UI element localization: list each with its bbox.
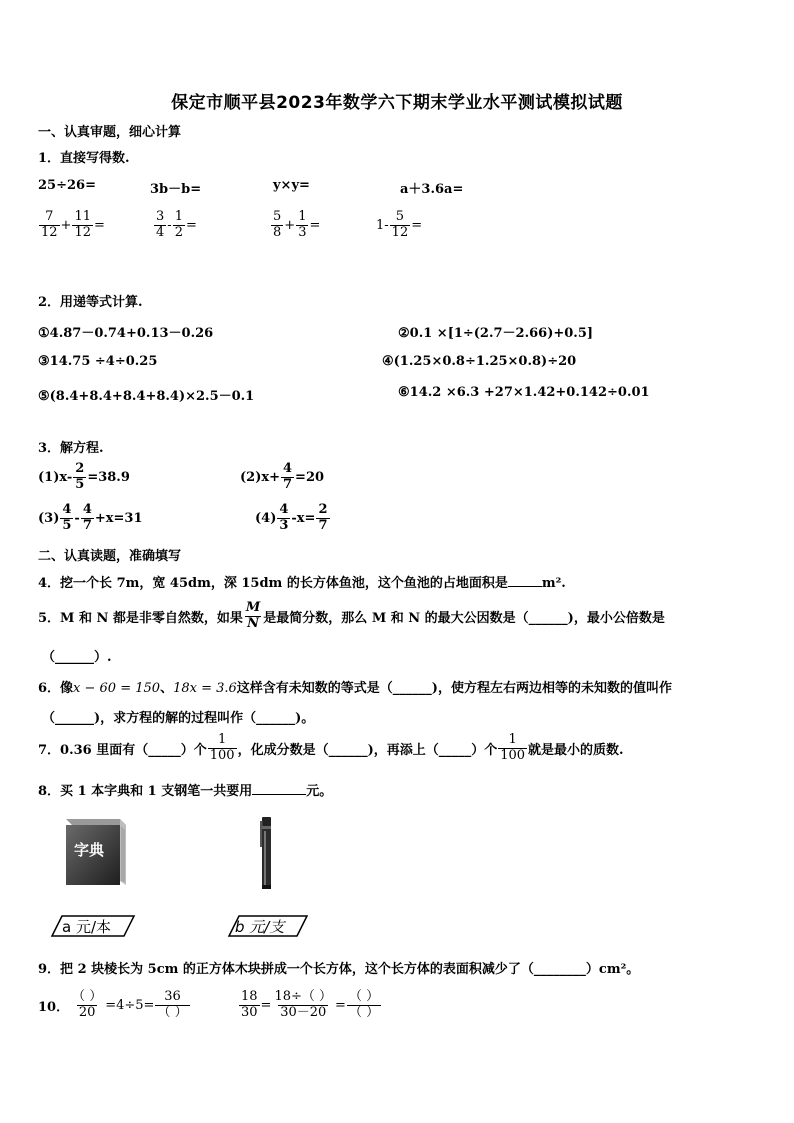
q1-item-8: 1- $\frac{5}{12}$ =: [376, 209, 423, 240]
q1-item-5: $\frac{7}{12}$ + $\frac{11}{12}$ =: [41, 209, 105, 240]
question-5: 5．M 和 N 都是非零自然数，如果 $\frac{M}{N}$ 是最简分数，那么 M 和 N 的最大公因数是（______)，最小公倍数是: [38, 600, 665, 631]
question-8: 8．买 1 本字典和 1 支钢笔一共要用 元。: [38, 784, 333, 799]
page-title: 保定市顺平县2023年数学六下期末学业水平测试模拟试题: [171, 93, 623, 113]
question-3-label: 3．解方程.: [38, 441, 104, 456]
q2-item-1: ①4.87－0.74+0.13－0.26: [38, 326, 214, 341]
q1-item-6: $\frac{3}{4}$ - $\frac{1}{2}$ =: [156, 209, 197, 240]
question-9: 9．把 2 块棱长为 5cm 的正方体木块拼成一个长方体，这个长方体的表面积减少了（________）cm²。: [38, 962, 640, 977]
q1-item-7: $\frac{5}{8}$ + $\frac{1}{3}$ =: [273, 209, 321, 240]
question-6: 6．像x − 60 = 150、18x = 3.6这样含有未知数的等式是（______)，使方程左右两边相等的未知数的值叫作: [38, 681, 672, 696]
price-tag-dictionary: a 元/本: [48, 915, 138, 935]
q3-equation-1: (1)x- $\frac{2}{5}$ =38.9: [38, 461, 130, 492]
q2-item-2: ②0.1 ×[1÷(2.7－2.66)+0.5]: [398, 326, 594, 341]
section-heading-2: 二、认真读题，准确填写: [38, 549, 182, 564]
answer-blank[interactable]: [508, 586, 542, 587]
question-5-line-2: （______）.: [42, 650, 112, 665]
answer-blank[interactable]: [252, 794, 306, 795]
q3-equation-4: (4) $\frac{4}{3}$ -x= $\frac{2}{7}$: [255, 502, 328, 533]
q1-item-2: 3b－b=: [150, 182, 202, 197]
question-4: 4．挖一个长 7m，宽 45dm，深 15dm 的长方体鱼池，这个鱼池的占地面积是 m².: [38, 576, 566, 591]
q3-equation-2: (2)x+ $\frac{4}{7}$ =20: [240, 461, 325, 492]
q2-item-3: ③14.75 ÷4÷0.25: [38, 354, 158, 369]
q2-item-6: ⑥14.2 ×6.3 +27×1.42+0.142÷0.01: [398, 385, 650, 400]
pen-image: [256, 815, 276, 891]
section-heading-1: 一、认真审题，细心计算: [38, 125, 182, 140]
question-1-label: 1．直接写得数.: [38, 151, 130, 166]
question-6-line-2: （______)，求方程的解的过程叫作（______)。: [42, 711, 315, 726]
question-7: 7．0.36 里面有（_____）个 $\frac{1}{100}$ ，化成分数是（______)，再添上（_____）个 $\frac{1}{100}$ 就是最小的质数.: [38, 732, 624, 763]
q2-item-5: ⑤(8.4+8.4+8.4+8.4)×2.5－0.1: [38, 389, 255, 404]
q1-item-3: y×y=: [273, 178, 310, 193]
q1-item-4: a＋3.6a=: [400, 182, 464, 197]
book-label: 字典: [74, 841, 105, 859]
dictionary-image: [60, 815, 130, 887]
q3-equation-3: (3) $\frac{4}{5}$ - $\frac{4}{7}$ +x=31: [38, 502, 143, 533]
price-tag-pen: b 元/支: [225, 915, 311, 935]
question-10-part-1: 10． $\frac{( )}{20}$ =4÷5= $\frac{36}{( )}$: [38, 989, 188, 1020]
q1-item-1: 25÷26=: [38, 178, 96, 193]
question-10-part-2: $\frac{18}{30}$ = $\frac{18\div( )}{30-20}$ = $\frac{( )}{( )}$: [241, 989, 380, 1020]
question-2-label: 2．用递等式计算.: [38, 295, 143, 310]
q2-item-4: ④(1.25×0.8÷1.25×0.8)÷20: [382, 354, 577, 369]
